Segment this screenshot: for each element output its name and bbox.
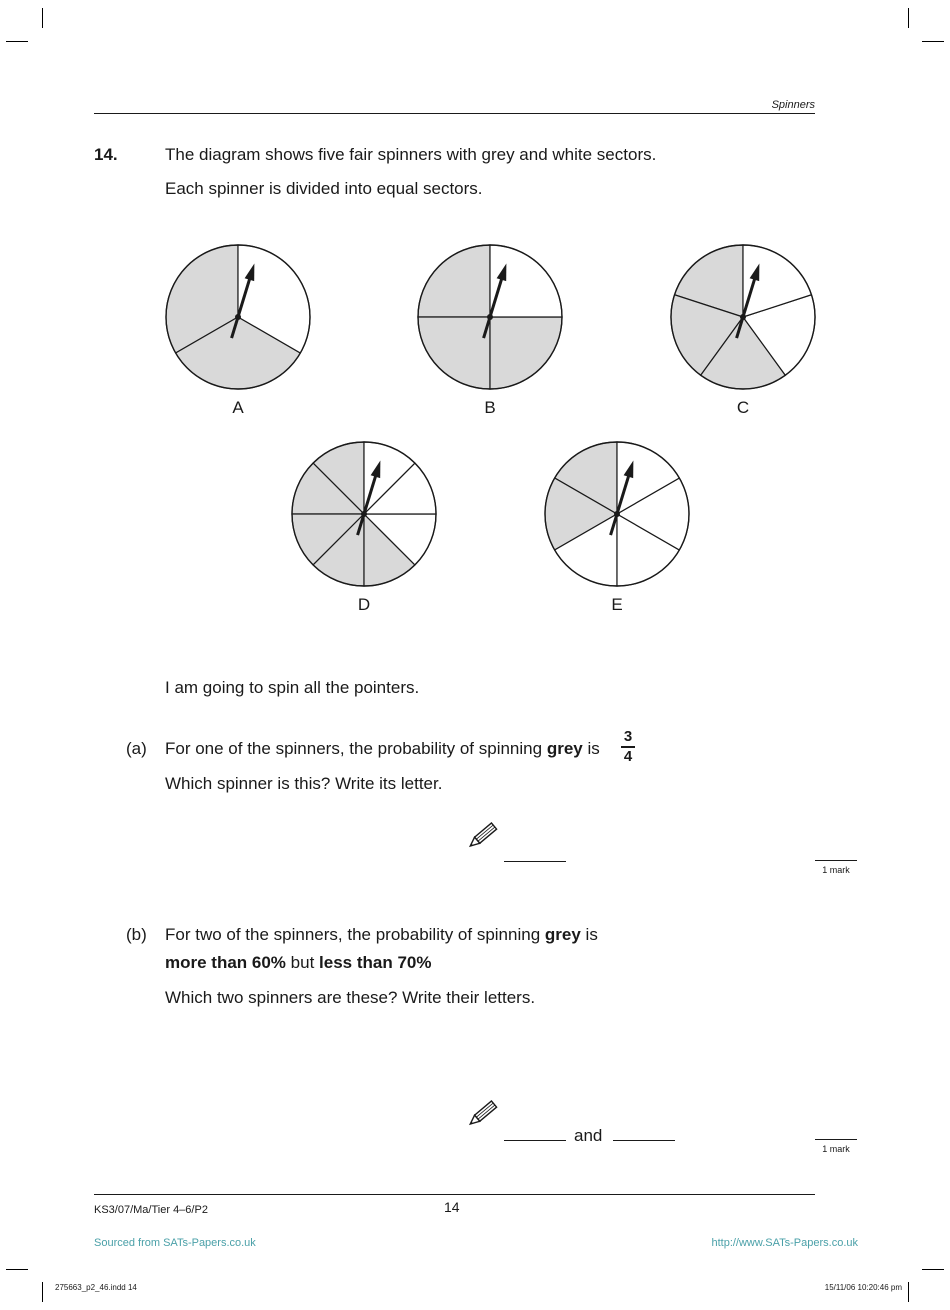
- spinner-label-e: E: [611, 595, 623, 614]
- spinner-label-d: D: [357, 595, 371, 614]
- mark-box-b: 1 mark: [815, 1139, 857, 1154]
- part-b-prompt: Which two spinners are these? Write their letters.: [165, 988, 536, 1007]
- part-b-but: but: [290, 953, 315, 972]
- intro-line-2: Each spinner is divided into equal sectors.: [165, 179, 483, 198]
- pointer-hub: [740, 314, 746, 320]
- crop-mark: [6, 1269, 28, 1270]
- source-right[interactable]: http://www.SATs-Papers.co.uk: [711, 1237, 858, 1249]
- part-a-letter: (a): [126, 739, 147, 758]
- pointer-hub: [487, 314, 493, 320]
- spinner-label-a: A: [232, 398, 244, 417]
- part-b-letter: (b): [126, 925, 147, 944]
- part-a-prompt: Which spinner is this? Write its letter.: [165, 774, 443, 793]
- part-b-text: For two of the spinners, the probability of spinning: [165, 925, 541, 944]
- footer-rule: [94, 1194, 815, 1195]
- question-number: 14.: [94, 145, 118, 164]
- part-b-less: less than 70%: [319, 953, 432, 972]
- pencil-icon: [468, 822, 494, 852]
- part-b-more: more than 60%: [165, 953, 286, 972]
- part-a-question: [165, 738, 600, 760]
- print-timestamp: 15/11/06 10:20:46 pm: [824, 1283, 902, 1292]
- fraction-three-quarters: [621, 729, 635, 764]
- crop-mark: [922, 41, 944, 42]
- pointer-hub: [614, 511, 620, 517]
- paper-code: KS3/07/Ma/Tier 4–6/P2: [94, 1204, 208, 1216]
- file-name: 275663_p2_46.indd 14: [55, 1283, 137, 1292]
- pointer-hub: [361, 511, 367, 517]
- fraction-denominator: 4: [623, 747, 633, 765]
- crop-mark: [908, 8, 909, 28]
- crop-mark: [42, 8, 43, 28]
- source-left[interactable]: Sourced from SATs-Papers.co.uk: [94, 1237, 256, 1249]
- part-b-condition: [165, 952, 432, 974]
- section-title: Spinners: [771, 99, 815, 111]
- and-word: and: [574, 1126, 603, 1145]
- page-number: 14: [444, 1199, 460, 1215]
- header-rule: [94, 113, 815, 114]
- pointer-hub: [235, 314, 241, 320]
- answer-b1-input[interactable]: [504, 1140, 566, 1141]
- part-a-grey: grey: [546, 739, 583, 758]
- crop-mark: [6, 41, 28, 42]
- grey-sector: [418, 245, 490, 317]
- spinner-label-b: B: [484, 398, 496, 417]
- pencil-icon: [468, 1100, 494, 1130]
- instruction-text: I am going to spin all the pointers.: [165, 678, 420, 697]
- crop-mark: [908, 1282, 909, 1302]
- part-b-question: [165, 924, 598, 946]
- part-b-is: is: [585, 925, 598, 944]
- part-b-grey: grey: [544, 925, 581, 944]
- answer-a-input[interactable]: [504, 861, 566, 862]
- part-a-text: For one of the spinners, the probability of spinning: [165, 739, 543, 758]
- spinner-label-c: C: [736, 398, 750, 417]
- mark-box-a: 1 mark: [815, 860, 857, 875]
- grey-sector: [490, 317, 562, 389]
- answer-b2-input[interactable]: [613, 1140, 675, 1141]
- fraction-numerator: 3: [623, 728, 633, 745]
- spinner-e: [0, 0, 1, 1]
- crop-mark: [42, 1282, 43, 1302]
- crop-mark: [922, 1269, 944, 1270]
- part-a-is: is: [587, 739, 600, 758]
- intro-line-1: The diagram shows five fair spinners with grey and white sectors.: [165, 145, 657, 164]
- grey-sector: [418, 317, 490, 389]
